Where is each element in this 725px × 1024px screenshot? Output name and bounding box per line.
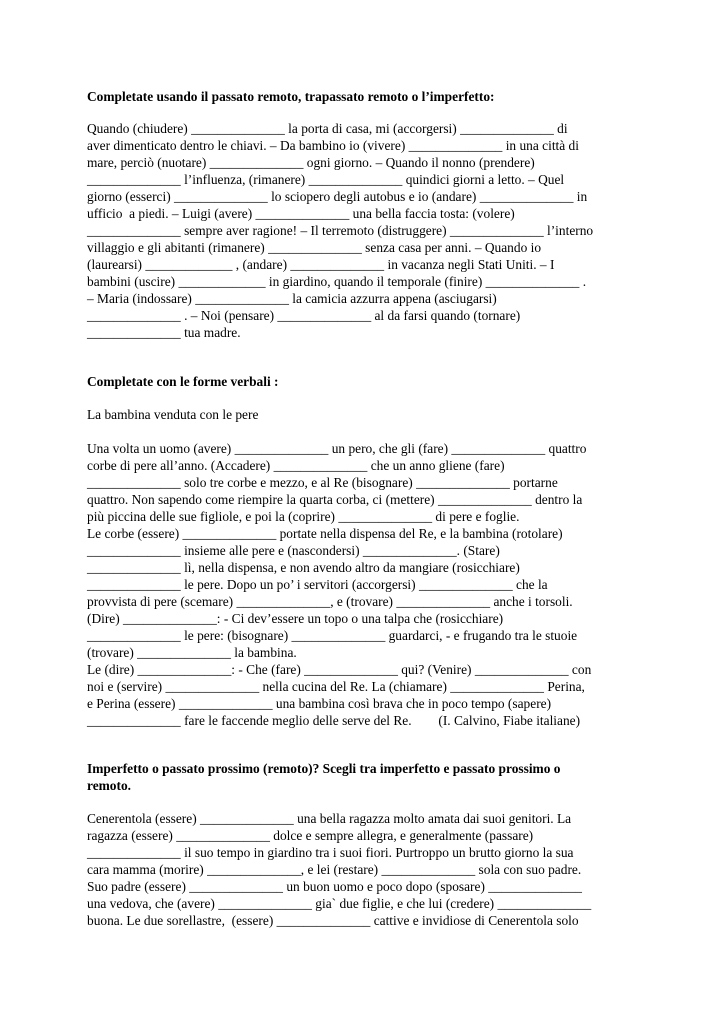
section2-line: ______________ le pere. Dopo un po’ i servitori (accorgersi) ______________ che la bbox=[87, 577, 548, 592]
story-title: La bambina venduta con le pere bbox=[87, 407, 259, 422]
section2-line: Una volta un uomo (avere) ______________ un pero, che gli (fare) ______________ quattro bbox=[87, 441, 587, 456]
section1-line: giorno (esserci) ______________ lo sciopero degli autobus e io (andare) ______________ in bbox=[87, 189, 588, 204]
section1-line: bambini (uscire) _____________ in giardino, quando il temporale (finire) ______________ . bbox=[87, 274, 587, 289]
section2-line: (Dire) ______________: - Ci dev’essere un topo o una talpa che (rosicchiare) bbox=[87, 611, 504, 626]
section3-line: buona. Le due sorellastre, (essere) ______________ cattive e invidiose di Cenerentola solo bbox=[87, 913, 579, 928]
section3-heading-line: Imperfetto o passato prossimo (remoto)? Scegli tra imperfetto e passato prossimo o bbox=[87, 761, 561, 776]
section2-line: ______________ le pere: (bisognare) ______________ guardarci, - e frugando tra le stuoie bbox=[87, 628, 578, 643]
section1-line: villaggio e gli abitanti (rimanere) ______________ senza casa per anni. – Quando io bbox=[87, 240, 542, 255]
section2-line: ______________ solo tre corbe e mezzo, e al Re (bisognare) ______________ portarne bbox=[87, 475, 558, 490]
section2-line: noi e (servire) ______________ nella cucina del Re. La (chiamare) ______________ Perina, bbox=[87, 679, 585, 694]
section2-line: quattro. Non sapendo come riempire la quarta corba, ci (mettere) ______________ dentro la bbox=[87, 492, 583, 507]
section1-line: ______________ sempre aver ragione! – Il terremoto (distruggere) ______________ l’interno bbox=[87, 223, 594, 238]
section1-line: ______________ l’influenza, (rimanere) ______________ quindici giorni a letto. – Quel bbox=[87, 172, 565, 187]
section3-line: Cenerentola (essere) ______________ una bella ragazza molto amata dai suoi genitori. La bbox=[87, 811, 572, 826]
section3-line: cara mamma (morire) ______________, e lei (restare) ______________ sola con suo padre. bbox=[87, 862, 582, 877]
section2-line: Le (dire) ______________: - Che (fare) ______________ qui? (Venire) ______________ con bbox=[87, 662, 592, 677]
section3-line: ______________ il suo tempo in giardino tra i suoi fiori. Purtroppo un brutto giorno la sua bbox=[87, 845, 574, 860]
section2-line: ______________ lì, nella dispensa, e non avendo altro da mangiare (rosicchiare) bbox=[87, 560, 520, 575]
section2-line: Le corbe (essere) ______________ portate nella dispensa del Re, e la bambina (rotolare) bbox=[87, 526, 563, 541]
section1-line: ______________ . – Noi (pensare) ______________ al da farsi quando (tornare) bbox=[87, 308, 521, 323]
section1-line: – Maria (indossare) ______________ la camicia azzurra appena (asciugarsi) bbox=[87, 291, 497, 306]
section1-line: ufficio a piedi. – Luigi (avere) ______________ una bella faccia tosta: (volere) bbox=[87, 206, 515, 221]
section1-heading: Completate usando il passato remoto, trapassato remoto o l’imperfetto: bbox=[87, 89, 495, 104]
section3-line: una vedova, che (avere) ______________ gia` due figlie, e che lui (credere) ______________ bbox=[87, 896, 592, 911]
section3-line: Suo padre (essere) ______________ un buon uomo e poco dopo (sposare) ______________ bbox=[87, 879, 583, 894]
section1-line: (laurearsi) _____________ , (andare) ______________ in vacanza negli Stati Uniti. – I bbox=[87, 257, 555, 272]
section1-line: ______________ tua madre. bbox=[87, 325, 241, 340]
section3-line: ragazza (essere) ______________ dolce e sempre allegra, e generalmente (passare) bbox=[87, 828, 534, 843]
section1-line: Quando (chiudere) ______________ la porta di casa, mi (accorgersi) ______________ di bbox=[87, 121, 568, 136]
section2-line: provvista di pere (scemare) ______________, e (trovare) ______________ anche i torsoli. bbox=[87, 594, 573, 609]
section1-line: aver dimenticato dentro le chiavi. – Da bambino io (vivere) ______________ in una città di bbox=[87, 138, 579, 153]
section2-line: (trovare) ______________ la bambina. bbox=[87, 645, 297, 660]
section2-line: ______________ insieme alle pere e (nascondersi) ______________. (Stare) bbox=[87, 543, 500, 558]
section2-line: corbe di pere all’anno. (Accadere) ______________ che un anno gliene (fare) bbox=[87, 458, 505, 473]
section3-heading-line: remoto. bbox=[87, 778, 131, 793]
section2-line: e Perina (essere) ______________ una bambina così brava che in poco tempo (sapere) bbox=[87, 696, 552, 711]
section2-line: più piccina delle sue figliole, e poi la (coprire) ______________ di pere e foglie. bbox=[87, 509, 520, 524]
section1-line: mare, perciò (nuotare) ______________ ogni giorno. – Quando il nonno (prendere) bbox=[87, 155, 535, 170]
section2-line: ______________ fare le faccende meglio delle serve del Re. (I. Calvino, Fiabe italiane) bbox=[87, 713, 581, 728]
section2-heading: Completate con le forme verbali : bbox=[87, 374, 279, 389]
